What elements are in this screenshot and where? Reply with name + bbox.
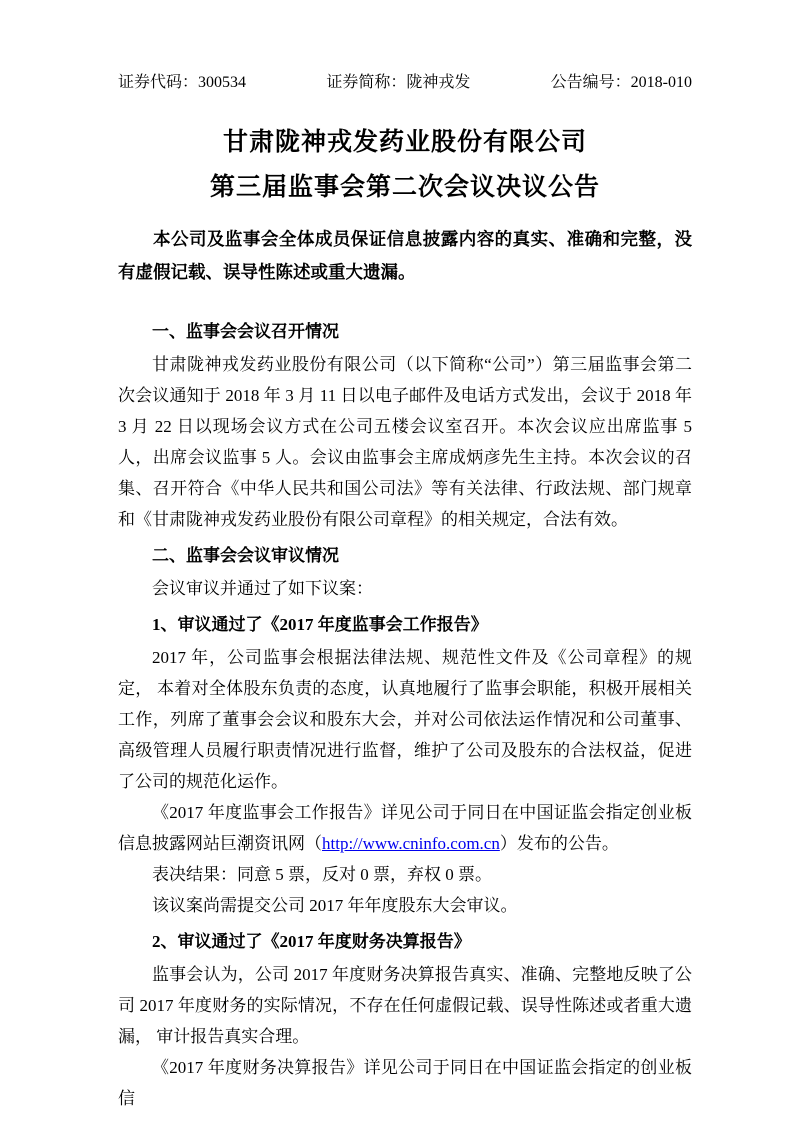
title-line-company: 甘肃陇神戎发药业股份有限公司 (222, 129, 587, 156)
item1-disclosure (118, 797, 692, 859)
item1-note: 该议案尚需提交公司 2017 年年度股东大会审议。 (152, 896, 518, 915)
section1-paragraph: 甘肃陇神戎发药业股份有限公司（以下简称“公司”）第三届监事会第二次会议通知于 2018 年 3 月 11 日以电子邮件及电话方式发出，会议于 2018 年 3 月 22 日以现场会议方式在公司五楼会议室召开。本次会议应出席监事 5 人，出席会议监事 5 人。会议由监事会主席成炳彦先生主持。本次会议的召集、召开符合《中华人民共和国公司法》等有关法律、行政法规、部门规章和《甘肃陇神戎发药业股份有限公司章程》的相关规定，合法有效。 (118, 355, 692, 529)
section2-heading: 二、监事会会议审议情况 (152, 546, 339, 565)
item1-paragraph: 2017 年，公司监事会根据法律法规、规范性文件及《公司章程》的规定， 本着对全体股东负责的态度，认真地履行了监事会职能，积极开展相关工作，列席了董事会会议和股东大会，并对公司依法运作情况和公司董事、高级管理人员履行职责情况进行监督，维护了公司及股东的合法权益，促进了公司的规范化运作。 (118, 648, 692, 791)
disclaimer-statement: 本公司及监事会全体成员保证信息披露内容的真实、准确和完整，没有虚假记载、误导性陈述或重大遗漏。 (118, 229, 692, 282)
item2-disclosure-partial: 《2017 年度财务决算报告》详见公司于同日在中国证监会指定的创业板信 (118, 1058, 692, 1108)
cninfo-website-link[interactable]: http://www.cninfo.com.cn (322, 834, 500, 853)
item1-disclosure-suffix: ）发布的公告。 (499, 834, 619, 853)
document-title (118, 120, 692, 210)
section1-heading: 一、监事会会议召开情况 (152, 322, 339, 341)
item2-paragraph: 监事会认为，公司 2017 年度财务决算报告真实、准确、完整地反映了公司 2017 年度财务的实际情况，不存在任何虚假记载、误导性陈述或者重大遗漏， 审计报告真实合理。 (118, 965, 692, 1046)
item1-heading: 1、审议通过了《2017 年度监事会工作报告》 (152, 615, 488, 634)
document-header (118, 72, 692, 94)
document-content (118, 72, 692, 1114)
item2-heading: 2、审议通过了《2017 年度财务决算报告》 (152, 932, 471, 951)
item1-vote-result: 表决结果：同意 5 票，反对 0 票，弃权 0 票。 (152, 865, 492, 884)
item1-disclosure-prefix: 《2017 年度监事会工作报告》详见公司于同日在中国证监会指定创业板信息披露网站巨潮资讯网（ (118, 803, 692, 853)
announcement-number: 公告编号：2018-010 (550, 74, 692, 91)
security-code: 证券代码：300534 (118, 74, 247, 91)
title-line-meeting: 第三届监事会第二次会议决议公告 (209, 174, 600, 201)
section2-intro: 会议审议并通过了如下议案： (152, 579, 373, 598)
security-abbr: 证券简称：陇神戎发 (326, 74, 471, 91)
